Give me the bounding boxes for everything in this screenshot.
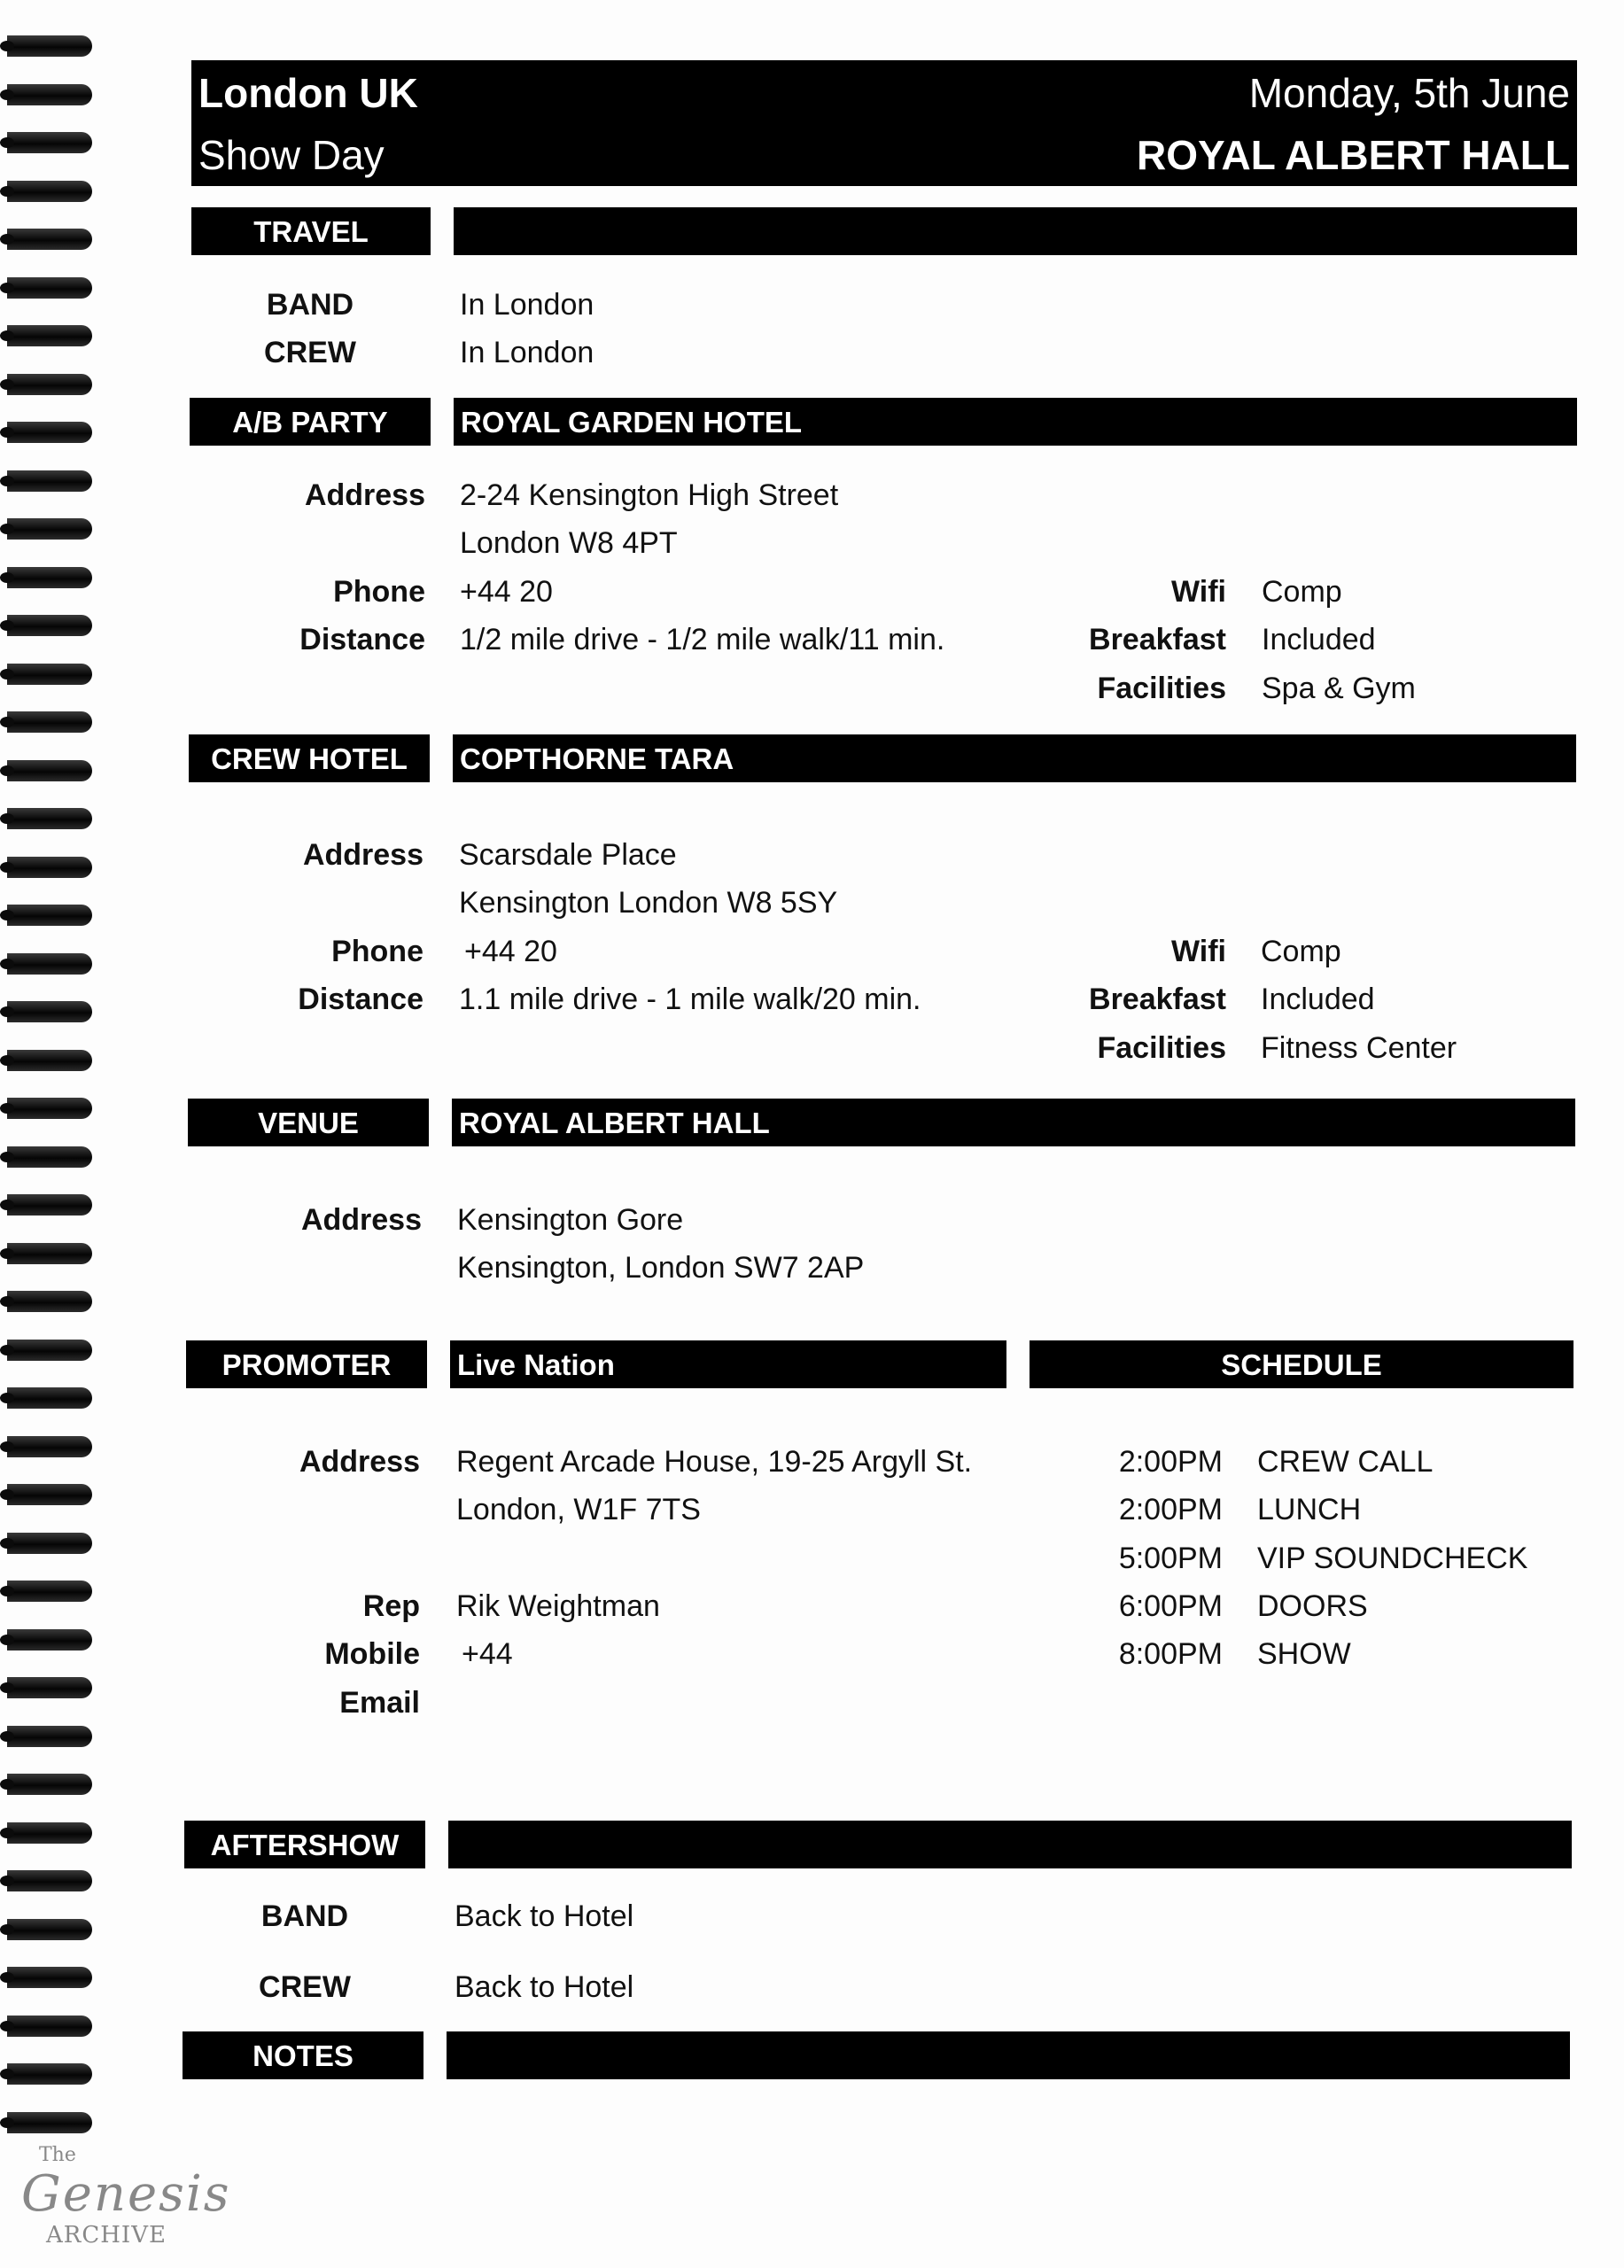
ab-party-address-label: Address <box>304 478 425 512</box>
ab-party-wifi: Comp <box>1262 575 1342 609</box>
spiral-coil <box>7 470 92 492</box>
spiral-coil <box>7 567 92 588</box>
spiral-coil <box>7 1726 92 1747</box>
spiral-coil <box>7 1098 92 1119</box>
crew-hotel-address-line1: Scarsdale Place <box>459 838 677 872</box>
schedule-time: 6:00PM <box>1118 1589 1223 1623</box>
ab-party-address-line2: London W8 4PT <box>460 526 678 560</box>
spiral-coil <box>7 1774 92 1795</box>
spiral-coil <box>7 277 92 299</box>
spiral-coil <box>7 1870 92 1891</box>
spiral-coil <box>7 518 92 540</box>
schedule-time: 5:00PM <box>1118 1542 1223 1575</box>
spiral-coil <box>7 808 92 829</box>
crew-hotel-address-label: Address <box>302 838 423 872</box>
ab-party-phone: +44 20 <box>460 575 553 609</box>
crew-hotel-phone: +44 20 <box>464 935 557 968</box>
spiral-coil <box>7 1050 92 1071</box>
spiral-coil <box>7 1581 92 1602</box>
spiral-coil <box>7 1533 92 1554</box>
ab-party-distance-label: Distance <box>299 623 425 656</box>
schedule-time: 2:00PM <box>1118 1493 1223 1526</box>
schedule-event: LUNCH <box>1257 1493 1362 1526</box>
travel-crew-value: In London <box>460 336 594 369</box>
crew-hotel-phone-label: Phone <box>331 935 423 968</box>
watermark-line2: Genesis <box>21 2165 231 2223</box>
schedule-event: DOORS <box>1257 1589 1368 1623</box>
aftershow-crew-label: CREW <box>259 1970 351 2004</box>
crew-hotel-name: COPTHORNE TARA <box>453 734 1576 782</box>
spiral-coil <box>7 374 92 395</box>
spiral-coil <box>7 422 92 443</box>
spiral-coil <box>7 1194 92 1216</box>
notes-heading: NOTES <box>183 2031 423 2079</box>
crew-hotel-facilities-label: Facilities <box>1097 1031 1226 1065</box>
promoter-mobile: +44 <box>462 1637 513 1671</box>
aftershow-bar <box>448 1821 1572 1868</box>
schedule-time: 8:00PM <box>1118 1637 1223 1671</box>
promoter-address-line1: Regent Arcade House, 19-25 Argyll St. <box>456 1445 973 1479</box>
travel-bar <box>454 207 1577 255</box>
travel-band-value: In London <box>460 288 594 322</box>
spiral-coil <box>7 1001 92 1022</box>
page-header <box>191 60 1577 186</box>
header-day-type: Show Day <box>198 132 385 178</box>
ab-party-wifi-label: Wifi <box>1170 575 1226 609</box>
crew-hotel-distance: 1.1 mile drive - 1 mile walk/20 min. <box>459 983 921 1016</box>
schedule-time: 2:00PM <box>1118 1445 1223 1479</box>
spiral-coil <box>7 1822 92 1844</box>
crew-hotel-distance-label: Distance <box>298 983 423 1016</box>
header-date: Monday, 5th June <box>1248 70 1570 116</box>
promoter-email-label: Email <box>339 1686 420 1720</box>
crew-hotel-facilities: Fitness Center <box>1261 1031 1457 1065</box>
crew-hotel-breakfast-label: Breakfast <box>1089 983 1226 1016</box>
header-city: London UK <box>198 70 418 116</box>
ab-party-breakfast-label: Breakfast <box>1089 623 1226 656</box>
ab-party-facilities: Spa & Gym <box>1262 672 1416 705</box>
ab-party-heading: A/B PARTY <box>190 398 431 446</box>
aftershow-crew-value: Back to Hotel <box>455 1970 634 2004</box>
spiral-coil <box>7 1967 92 1988</box>
crew-hotel-address-line2: Kensington London W8 5SY <box>459 886 838 920</box>
spiral-coil <box>7 1387 92 1409</box>
spiral-coil <box>7 229 92 250</box>
promoter-address-line2: London, W1F 7TS <box>456 1493 701 1526</box>
spiral-coil <box>7 1629 92 1651</box>
spiral-coil <box>7 711 92 733</box>
spiral-coil <box>7 325 92 346</box>
promoter-rep-label: Rep <box>362 1589 420 1623</box>
spiral-coil <box>7 1340 92 1361</box>
spiral-coil <box>7 2112 92 2133</box>
aftershow-heading: AFTERSHOW <box>184 1821 425 1868</box>
ab-party-breakfast: Included <box>1262 623 1376 656</box>
spiral-coil <box>7 1919 92 1940</box>
promoter-mobile-label: Mobile <box>324 1637 420 1671</box>
notes-bar <box>447 2031 1570 2079</box>
travel-band-label: BAND <box>266 288 354 322</box>
spiral-coil <box>7 760 92 781</box>
ab-party-hotel: ROYAL GARDEN HOTEL <box>454 398 1577 446</box>
spiral-coil <box>7 1291 92 1312</box>
spiral-coil <box>7 1484 92 1505</box>
spiral-coil <box>7 2016 92 2037</box>
spiral-coil <box>7 132 92 153</box>
spiral-coil <box>7 35 92 57</box>
promoter-rep: Rik Weightman <box>456 1589 660 1623</box>
aftershow-band-label: BAND <box>260 1899 349 1933</box>
header-venue: ROYAL ALBERT HALL <box>1137 132 1570 178</box>
crew-hotel-wifi: Comp <box>1261 935 1341 968</box>
venue-heading: VENUE <box>188 1099 429 1146</box>
spiral-coil <box>7 84 92 105</box>
promoter-address-label: Address <box>299 1445 420 1479</box>
schedule-heading: SCHEDULE <box>1030 1340 1573 1388</box>
spiral-coil <box>7 181 92 202</box>
watermark-line1: The <box>39 2144 76 2166</box>
spiral-coil <box>7 953 92 975</box>
spiral-coil <box>7 1677 92 1698</box>
aftershow-band-value: Back to Hotel <box>455 1899 634 1933</box>
spiral-coil <box>7 664 92 685</box>
ab-party-phone-label: Phone <box>333 575 425 609</box>
crew-hotel-breakfast: Included <box>1261 983 1375 1016</box>
schedule-event: VIP SOUNDCHECK <box>1257 1542 1528 1575</box>
spiral-binding <box>0 35 106 2179</box>
watermark-line3: ARCHIVE <box>46 2222 167 2249</box>
ab-party-distance: 1/2 mile drive - 1/2 mile walk/11 min. <box>460 623 945 656</box>
spiral-coil <box>7 1146 92 1168</box>
spiral-coil <box>7 1243 92 1264</box>
crew-hotel-wifi-label: Wifi <box>1170 935 1226 968</box>
spiral-coil <box>7 1436 92 1457</box>
travel-heading: TRAVEL <box>191 207 431 255</box>
promoter-heading: PROMOTER <box>186 1340 427 1388</box>
spiral-coil <box>7 905 92 926</box>
archive-watermark-logo <box>21 2144 234 2250</box>
schedule-event: CREW CALL <box>1257 1445 1434 1479</box>
travel-crew-label: CREW <box>264 336 356 369</box>
venue-name: ROYAL ALBERT HALL <box>452 1099 1575 1146</box>
promoter-name: Live Nation <box>450 1340 1006 1388</box>
schedule-event: SHOW <box>1257 1637 1351 1671</box>
crew-hotel-heading: CREW HOTEL <box>189 734 430 782</box>
venue-address-label: Address <box>300 1203 422 1237</box>
spiral-coil <box>7 857 92 878</box>
spiral-coil <box>7 615 92 636</box>
spiral-coil <box>7 2063 92 2085</box>
ab-party-address-line1: 2-24 Kensington High Street <box>460 478 839 512</box>
venue-address-line2: Kensington, London SW7 2AP <box>457 1251 865 1285</box>
ab-party-facilities-label: Facilities <box>1097 672 1226 705</box>
venue-address-line1: Kensington Gore <box>457 1203 684 1237</box>
